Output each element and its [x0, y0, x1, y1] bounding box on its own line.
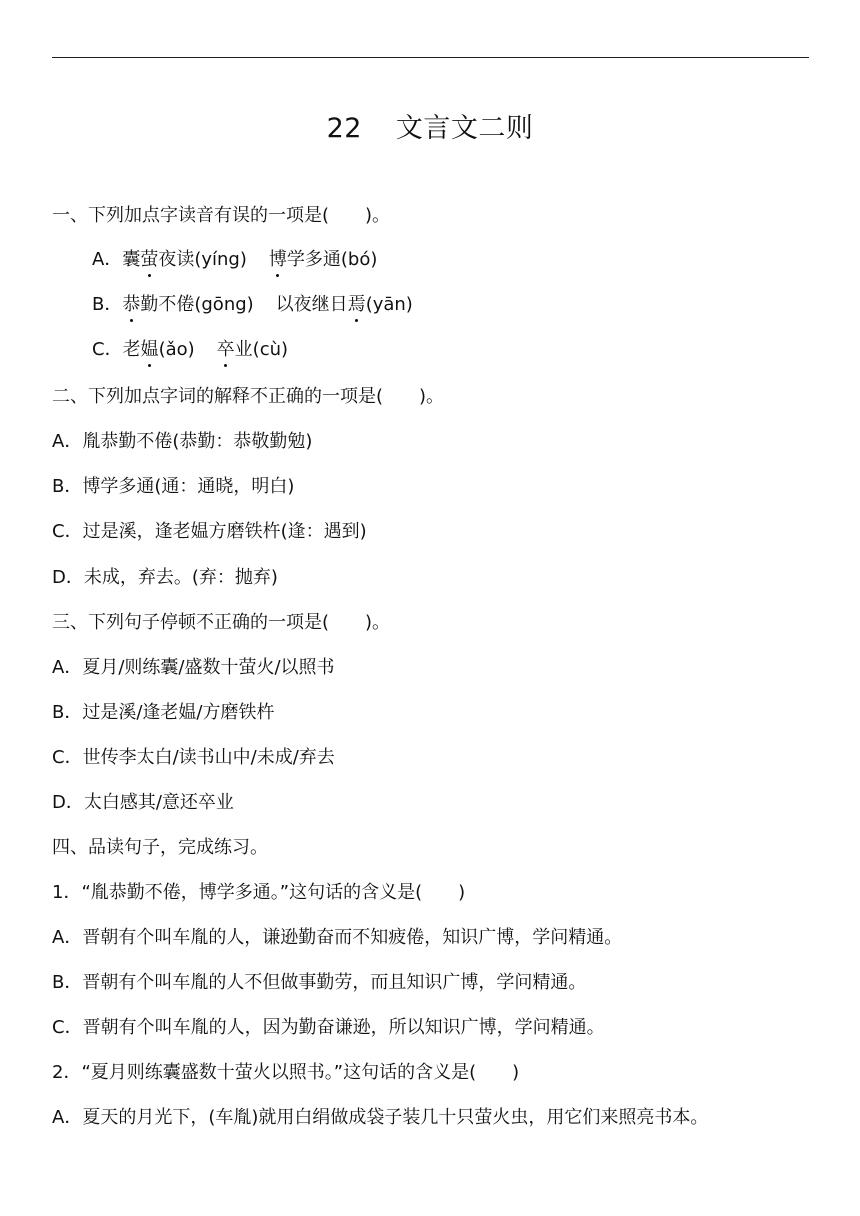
dotted-char: 恭 [122, 294, 141, 315]
q4-sub2-option-a: A．夏天的月光下，(车胤)就用白绢做成袋子装几十只萤火虫，用它们来照亮书本。 [52, 1107, 709, 1128]
q2-option-c: C．过是溪，逢老媪方磨铁杵(逢：遇到) [52, 521, 367, 542]
q4-sub1-stem: 1．“胤恭勤不倦，博学多通。”这句话的含义是( ) [52, 882, 466, 903]
q4-sub1-option-b: B．晋朝有个叫车胤的人不但做事勤劳，而且知识广博，学问精通。 [52, 972, 587, 993]
q1-option-b: B．恭勤不倦(gōng) 以夜继日焉(yān) [92, 294, 413, 315]
q3-stem: 三、下列句子停顿不正确的一项是( )。 [52, 612, 391, 633]
q2-stem: 二、下列加点字词的解释不正确的一项是( )。 [52, 386, 445, 407]
lesson-title: 文言文二则 [395, 113, 534, 144]
dotted-char: 萤 [140, 249, 159, 270]
q3-option-b: B．过是溪/逢老媪/方磨铁杵 [52, 702, 275, 723]
q1-stem: 一、下列加点字读音有误的一项是( )。 [52, 205, 391, 226]
q3-option-a: A．夏月/则练囊/盛数十萤火/以照书 [52, 657, 335, 678]
q4-sub2-stem: 2．“夏月则练囊盛数十萤火以照书。”这句话的含义是( ) [52, 1062, 520, 1083]
q3-option-d: D．太白感其/意还卒业 [52, 792, 234, 813]
dotted-char: 焉 [347, 294, 366, 315]
q2-option-a: A．胤恭勤不倦(恭勤：恭敬勤勉) [52, 431, 313, 452]
q3-option-c: C．世传李太白/读书山中/未成/弃去 [52, 747, 335, 768]
q4-stem: 四、品读句子，完成练习。 [52, 837, 268, 858]
q2-option-b: B．博学多通(通：通晓，明白) [52, 476, 295, 497]
dotted-char: 卒 [216, 339, 235, 360]
dotted-char: 媪 [140, 339, 159, 360]
q1-option-c: C．老媪(ǎo) 卒业(cù) [92, 339, 289, 360]
q2-option-d: D．未成，弃去。(弃：抛弃) [52, 567, 278, 588]
lesson-number: 22 [326, 113, 362, 144]
q4-sub1-option-a: A．晋朝有个叫车胤的人，谦逊勤奋而不知疲倦，知识广博，学问精通。 [52, 927, 623, 948]
q4-sub1-option-c: C．晋朝有个叫车胤的人，因为勤奋谦逊，所以知识广博，学问精通。 [52, 1017, 605, 1038]
page-title [0, 111, 860, 147]
header-rule [52, 57, 809, 58]
dotted-char: 博 [268, 249, 287, 270]
q1-option-a: A．囊萤夜读(yíng) 博学多通(bó) [92, 249, 378, 270]
